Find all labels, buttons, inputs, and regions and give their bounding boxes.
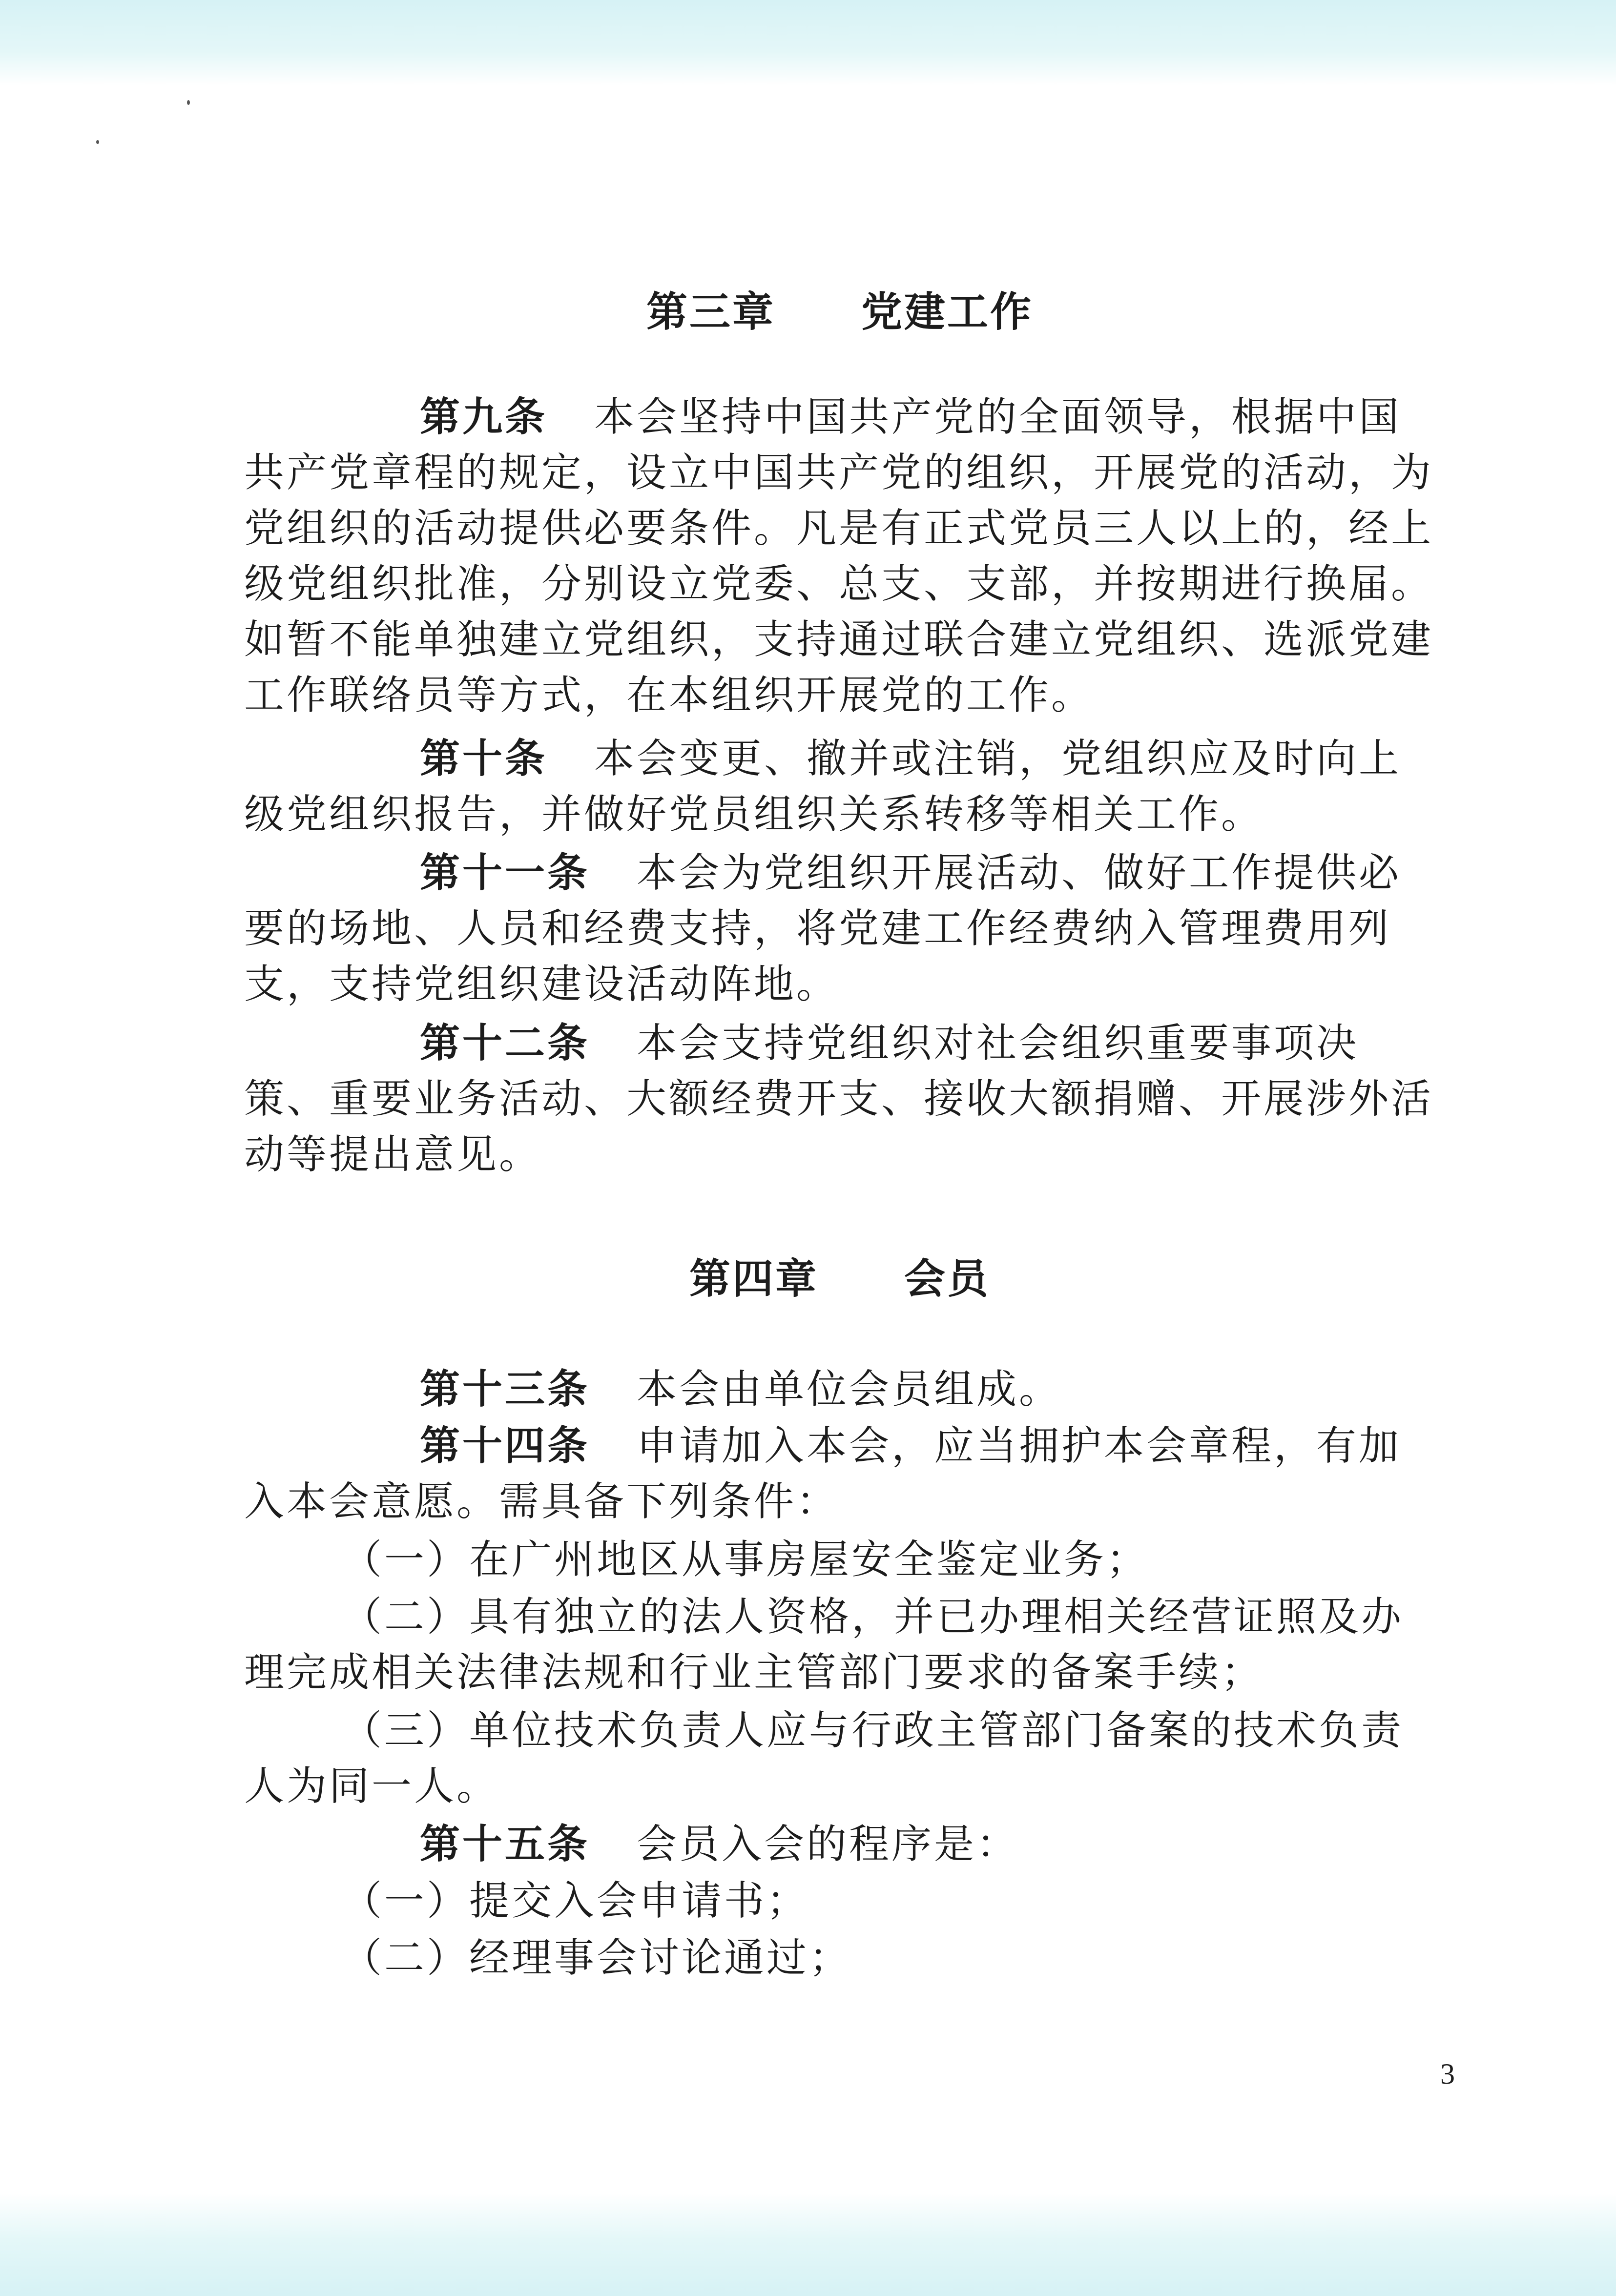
article-11 bbox=[244, 845, 1440, 1012]
article-label: 第十五条 bbox=[420, 1821, 590, 1867]
article-13 bbox=[244, 1362, 1440, 1417]
article-15-item-1: （一）提交入会申请书； bbox=[342, 1878, 809, 1924]
article-text: 本会坚持中国共产党的全面领导，根据中国共产党章程的规定，设立中国共产党的组织，开展党的活动，为党组织的活动提供必要条件。凡是有正式党员三人以上的，经上级党组织批准，分别设立党委、总支、支部，并按期进行换届。如暂不能单独建立党组织，支持通过联合建立党组织、选派党建工作联络员等方式，在本组织开展党的工作。 bbox=[244, 394, 1434, 718]
scan-bottom-band bbox=[0, 2194, 1616, 2296]
scan-top-band bbox=[0, 0, 1616, 85]
article-15-item-2: （二）经理事会讨论通过； bbox=[342, 1935, 852, 1981]
article-label: 第十条 bbox=[420, 736, 548, 782]
article-label: 第十一条 bbox=[420, 850, 590, 896]
article-label: 第十三条 bbox=[420, 1366, 590, 1413]
article-label: 第十四条 bbox=[420, 1423, 590, 1469]
page-number: 3 bbox=[1440, 2058, 1455, 2090]
article-15 bbox=[244, 1817, 1440, 1872]
article-12 bbox=[244, 1016, 1440, 1183]
article-14 bbox=[244, 1418, 1440, 1530]
article-label: 第九条 bbox=[420, 394, 548, 440]
article-text: 本会为党组织开展活动、做好工作提供必要的场地、人员和经费支持，将党建工作经费纳入管理费用列支，支持党组织建设活动阵地。 bbox=[244, 850, 1402, 1007]
chapter-4-heading: 第四章 会员 bbox=[689, 1255, 990, 1303]
scan-speck bbox=[96, 140, 99, 144]
article-text: 本会变更、撤并或注销，党组织应及时向上级党组织报告，并做好党员组织关系转移等相关工作。 bbox=[244, 736, 1402, 838]
article-14-item-2: （二）具有独立的法人资格，并已办理相关经营证照及办理完成相关法律法规和行业主管部门要求的备案手续； bbox=[244, 1594, 1404, 1696]
article-9 bbox=[244, 390, 1440, 723]
scan-speck bbox=[187, 100, 190, 105]
article-text: 本会支持党组织对社会组织重要事项决策、重要业务活动、大额经费开支、接收大额捐赠、开展涉外活动等提出意见。 bbox=[244, 1020, 1434, 1178]
chapter-3-heading: 第三章 党建工作 bbox=[646, 288, 1033, 336]
article-14-item-3: （三）单位技术负责人应与行政主管部门备案的技术负责人为同一人。 bbox=[244, 1707, 1404, 1809]
article-14-item-1: （一）在广州地区从事房屋安全鉴定业务； bbox=[342, 1537, 1149, 1583]
article-10 bbox=[244, 731, 1440, 842]
article-text: 会员入会的程序是： bbox=[637, 1821, 1019, 1867]
article-label: 第十二条 bbox=[420, 1020, 590, 1066]
article-text: 本会由单位会员组成。 bbox=[637, 1366, 1062, 1413]
article-text: 申请加入本会，应当拥护本会章程，有加入本会意愿。需具备下列条件： bbox=[244, 1423, 1402, 1525]
